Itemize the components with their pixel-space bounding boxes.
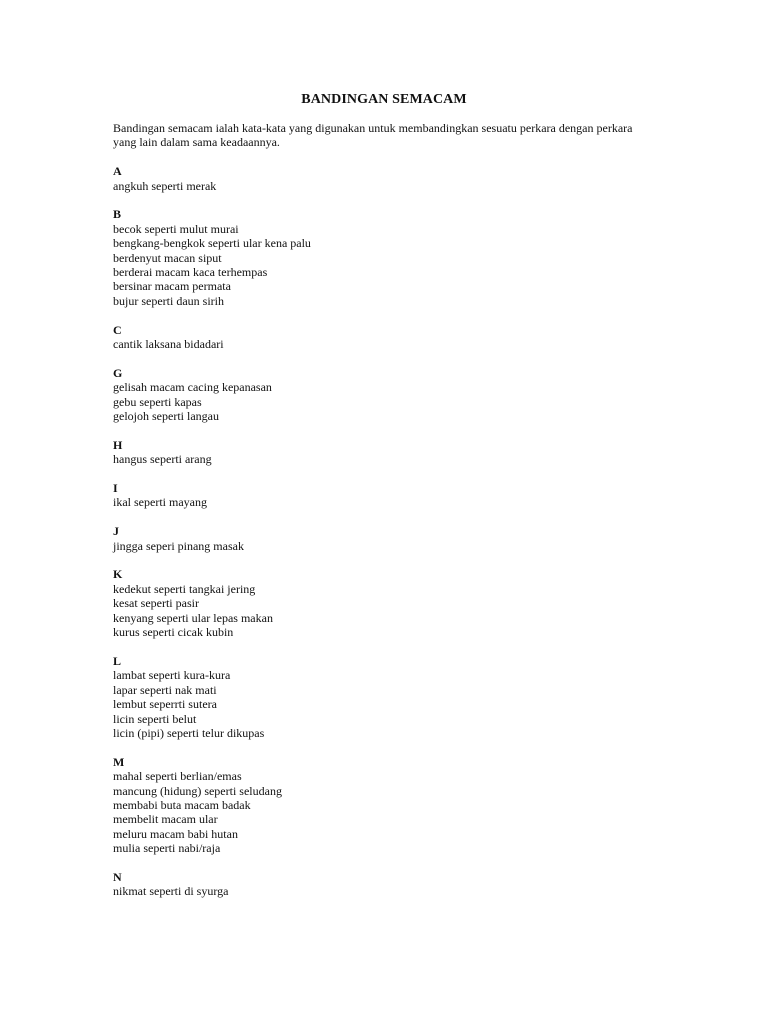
section-letter: N bbox=[113, 869, 122, 884]
simile-entry: berdenyut macan siput bbox=[113, 250, 222, 265]
simile-entry: kurus seperti cicak kubin bbox=[113, 625, 234, 640]
page-title: BANDINGAN SEMACAM bbox=[301, 92, 467, 107]
section-letter: G bbox=[113, 365, 123, 380]
simile-entry: jingga seperi pinang masak bbox=[113, 538, 244, 553]
simile-entry: ikal seperti mayang bbox=[113, 495, 207, 510]
simile-entry: angkuh seperti merak bbox=[113, 178, 217, 193]
section-letter: L bbox=[113, 653, 122, 668]
simile-entry: bengkang-bengkok seperti ular kena palu bbox=[113, 236, 311, 251]
section-n bbox=[113, 870, 653, 899]
simile-entry: gelojoh seperti langau bbox=[113, 409, 219, 424]
section-a bbox=[113, 164, 653, 193]
section-letter: C bbox=[113, 322, 122, 337]
simile-entry: mulia seperti nabi/raja bbox=[113, 841, 221, 856]
simile-entry: hangus seperti arang bbox=[113, 452, 212, 467]
simile-entry: cantik laksana bidadari bbox=[113, 337, 224, 352]
section-letter: I bbox=[113, 481, 118, 496]
simile-entry: berderai macam kaca terhempas bbox=[113, 265, 268, 280]
simile-entry: gelisah macam cacing kepanasan bbox=[113, 380, 272, 395]
simile-entry: bersinar macam permata bbox=[113, 279, 231, 294]
section-letter: J bbox=[113, 524, 119, 539]
simile-entry: kedekut seperti tangkai jering bbox=[113, 581, 256, 596]
document-body bbox=[113, 121, 653, 913]
simile-entry: lapar seperti nak mati bbox=[113, 682, 217, 697]
section-letter: B bbox=[113, 207, 122, 222]
simile-entry: gebu seperti kapas bbox=[113, 394, 202, 409]
simile-entry: becok seperti mulut murai bbox=[113, 221, 239, 236]
simile-entry: membabi buta macam badak bbox=[113, 797, 251, 812]
sections-list bbox=[113, 164, 653, 899]
section-b bbox=[113, 207, 653, 308]
intro-paragraph: Bandingan semacam ialah kata-kata yang digunakan untuk membandingkan sesuatu perkara dengan perkara yang lain dalam sama keadaannya. bbox=[113, 121, 633, 150]
simile-entry: bujur seperti daun sirih bbox=[113, 293, 224, 308]
simile-entry: kenyang seperti ular lepas makan bbox=[113, 610, 273, 625]
simile-entry: mahal seperti berlian/emas bbox=[113, 769, 242, 784]
section-h bbox=[113, 438, 653, 467]
section-letter: K bbox=[113, 567, 123, 582]
section-letter: M bbox=[113, 754, 125, 769]
simile-entry: meluru macam babi hutan bbox=[113, 826, 238, 841]
section-k bbox=[113, 567, 653, 639]
simile-entry: lambat seperti kura-kura bbox=[113, 668, 231, 683]
section-l bbox=[113, 654, 653, 740]
section-letter: H bbox=[113, 437, 123, 452]
simile-entry: licin (pipi) seperti telur dikupas bbox=[113, 725, 265, 740]
section-c bbox=[113, 323, 653, 352]
section-m bbox=[113, 755, 653, 856]
simile-entry: kesat seperti pasir bbox=[113, 596, 199, 611]
section-i bbox=[113, 481, 653, 510]
simile-entry: mancung (hidung) seperti seludang bbox=[113, 783, 282, 798]
simile-entry: lembut seperrti sutera bbox=[113, 697, 217, 712]
simile-entry: nikmat seperti di syurga bbox=[113, 884, 229, 899]
section-g bbox=[113, 366, 653, 424]
section-letter: A bbox=[113, 164, 122, 179]
section-j bbox=[113, 524, 653, 553]
simile-entry: licin seperti belut bbox=[113, 711, 197, 726]
simile-entry: membelit macam ular bbox=[113, 812, 218, 827]
